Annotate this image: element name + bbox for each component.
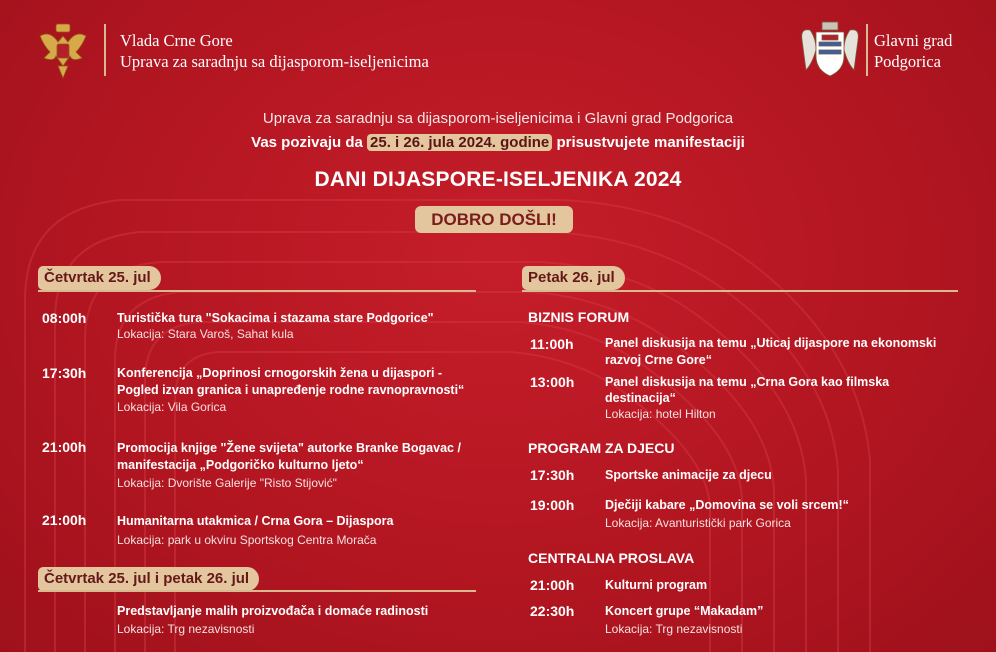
event-title-cont: razvoj Crne Gore“	[605, 353, 712, 367]
event-title-cont: manifestacija „Podgoričko kulturno ljeto“	[117, 458, 364, 472]
event-title: Panel diskusija na temu „Crna Gora kao filmska	[605, 375, 890, 389]
event-title-cont: Pogled izvan granica i unapređenje rodne ravnopravnosti“	[117, 383, 465, 397]
intro-line2	[0, 134, 996, 151]
event-title: Sportske animacije za djecu	[605, 468, 772, 482]
event-time: 22:30h	[530, 603, 575, 619]
city-line2: Podgorica	[874, 52, 941, 71]
event-location: Lokacija: park u okviru Sportskog Centra Morača	[117, 533, 377, 547]
podgorica-coat-of-arms-icon	[798, 20, 862, 78]
rule-thursday	[38, 290, 476, 292]
event-location: Lokacija: Avanturistički park Gorica	[605, 516, 791, 530]
event-time: 21:00h	[42, 512, 87, 528]
event-title: Dječiji kabare „Domovina se voli srcem!“	[605, 498, 849, 512]
event-location: Lokacija: Dvorište Galerije "Risto Stijović"	[117, 476, 337, 490]
welcome-badge: DOBRO DOŠLI!	[415, 206, 573, 233]
event-time: 17:30h	[42, 365, 87, 381]
gov-line2: Uprava za saradnju sa dijasporom-iseljenicima	[120, 52, 429, 71]
header-divider-right	[866, 24, 868, 76]
event-title: Promocija knjige "Žene svijeta" autorke Branke Bogavac /	[117, 441, 461, 455]
intro-pre: Vas pozivaju da	[251, 134, 363, 151]
event-title: Kulturni program	[605, 578, 708, 592]
event-time: 17:30h	[530, 467, 575, 483]
event-title: Predstavljanje malih proizvođača i domaće radinosti	[117, 604, 429, 618]
section-biznis-forum: BIZNIS FORUM	[528, 309, 630, 325]
day-header-thursday: Četvrtak 25. jul	[38, 266, 161, 290]
event-time: 19:00h	[530, 497, 575, 513]
montenegro-coat-of-arms-icon	[36, 22, 90, 80]
city-line1: Glavni grad	[874, 31, 953, 50]
event-location: Lokacija: Trg nezavisnosti	[117, 622, 255, 636]
event-time: 13:00h	[530, 374, 575, 390]
header-divider-left	[104, 24, 106, 76]
event-title: DANI DIJASPORE-ISELJENIKA 2024	[314, 168, 682, 191]
event-title: Koncert grupe “Makadam”	[605, 604, 764, 618]
event-title-cont: destinacija“	[605, 391, 676, 405]
gov-line1: Vlada Crne Gore	[120, 31, 233, 50]
event-title: Turistička tura "Sokacima i stazama stare Podgorice"	[117, 311, 434, 325]
event-location: Lokacija: Trg nezavisnosti	[605, 622, 743, 636]
event-title: Konferencija „Doprinosi crnogorskih žena u dijaspori -	[117, 366, 443, 380]
intro-dates: 25. i 26. jula 2024. godine	[367, 134, 552, 151]
event-title: Panel diskusija na temu „Uticaj dijaspore na ekonomski	[605, 336, 937, 350]
event-time: 11:00h	[530, 336, 574, 352]
event-time: 08:00h	[42, 310, 87, 326]
day-header-both-days: Četvrtak 25. jul i petak 26. jul	[38, 567, 259, 591]
intro-line1: Uprava za saradnju sa dijasporom-iseljenicima i Glavni grad Podgorica	[262, 110, 734, 127]
intro-post: prisustvujete manifestaciji	[556, 134, 745, 151]
rule-both-days	[38, 590, 476, 592]
event-time: 21:00h	[42, 439, 87, 455]
rule-friday	[522, 290, 958, 292]
event-location: Lokacija: Stara Varoš, Sahat kula	[117, 327, 294, 341]
section-program-za-djecu: PROGRAM ZA DJECU	[528, 440, 675, 456]
day-header-friday: Petak 26. jul	[522, 266, 625, 290]
event-title: Humanitarna utakmica / Crna Gora – Dijaspora	[117, 514, 394, 528]
section-centralna-proslava: CENTRALNA PROSLAVA	[528, 550, 695, 566]
event-location: Lokacija: Vila Gorica	[117, 400, 227, 414]
event-time: 21:00h	[530, 577, 575, 593]
event-location: Lokacija: hotel Hilton	[605, 407, 716, 421]
